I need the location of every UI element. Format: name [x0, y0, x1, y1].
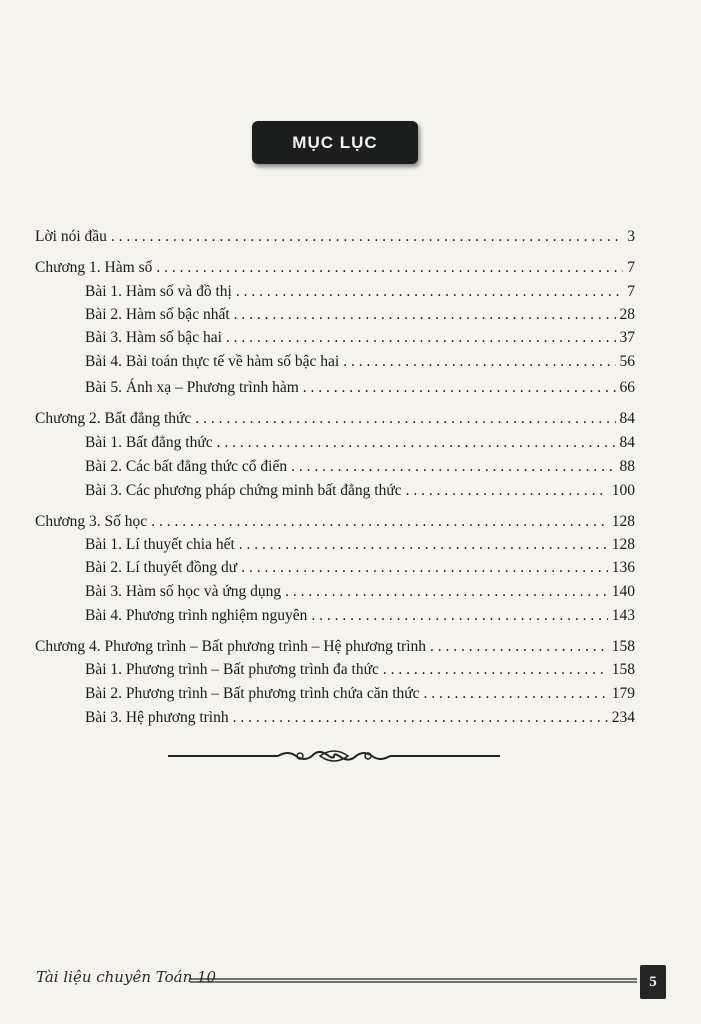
dot-leader	[285, 582, 608, 602]
toc-entry-label: Bài 3. Hàm số học và ứng dụng	[85, 583, 282, 600]
toc-entry-label: Bài 2. Lí thuyết đồng dư	[85, 559, 238, 576]
toc-entry-page: 158	[611, 661, 635, 678]
toc-lesson-entry	[85, 378, 635, 398]
toc-entry-label: Bài 5. Ánh xạ – Phương trình hàm	[85, 379, 299, 396]
toc-chapter-entry	[35, 227, 635, 247]
toc-lesson-entry	[85, 352, 635, 372]
footer-book-title: Tài liệu chuyên Toán 10	[36, 968, 217, 986]
toc-entry-page: 234	[611, 709, 635, 726]
toc-entry-label: Bài 2. Phương trình – Bất phương trình chứa căn thức	[85, 685, 420, 702]
dot-leader	[241, 558, 608, 578]
toc-entry-label: Bài 3. Hàm số bậc hai	[85, 329, 222, 346]
toc-entry-label: Bài 1. Lí thuyết chia hết	[85, 536, 235, 553]
toc-entry-page: 143	[611, 607, 635, 624]
dot-leader	[424, 684, 608, 704]
dot-leader	[226, 328, 616, 348]
toc-lesson-entry	[85, 606, 635, 626]
toc-entry-label: Bài 2. Các bất đẳng thức cổ điển	[85, 458, 288, 475]
dot-leader	[311, 606, 607, 626]
dot-leader	[291, 457, 615, 477]
toc-entry-page: 88	[619, 458, 635, 475]
page-title: MỤC LỤC	[292, 132, 378, 152]
toc-lesson-entry	[85, 582, 635, 602]
dot-leader	[430, 637, 608, 657]
toc-entry-label: Chương 1. Hàm số	[35, 259, 153, 276]
dot-leader	[111, 227, 623, 247]
toc-entry-page: 128	[611, 513, 635, 530]
footer-rule	[190, 976, 637, 986]
dot-leader	[303, 378, 616, 398]
toc-entry-page: 140	[611, 583, 635, 600]
dot-leader	[217, 433, 616, 453]
toc-entry-label: Bài 4. Bài toán thực tế về hàm số bậc hai	[85, 353, 340, 370]
toc-entry-page: 7	[627, 283, 635, 300]
toc-entry-page: 100	[611, 482, 635, 499]
toc-entry-label: Chương 2. Bất đẳng thức	[35, 410, 192, 427]
toc-entry-label: Bài 3. Các phương pháp chứng minh bất đẳng thức	[85, 482, 402, 499]
toc-entry-page: 179	[611, 685, 635, 702]
toc-entry-label: Lời nói đầu	[35, 228, 107, 245]
toc-lesson-entry	[85, 481, 635, 501]
toc-entry-label: Bài 2. Hàm số bậc nhất	[85, 306, 230, 323]
dot-leader	[343, 352, 615, 372]
toc-entry-page: 84	[619, 410, 635, 427]
toc-lesson-entry	[85, 433, 635, 453]
toc-lesson-entry	[85, 305, 635, 325]
toc-entry-page: 158	[611, 638, 635, 655]
toc-entry-label: Chương 4. Phương trình – Bất phương trình – Hệ phương trình	[35, 638, 427, 655]
toc-entry-page: 37	[619, 329, 635, 346]
toc-lesson-entry	[85, 660, 635, 680]
toc-entry-page: 3	[627, 228, 635, 245]
toc-entry-label: Chương 3. Số học	[35, 513, 148, 530]
toc-title-box	[252, 121, 418, 164]
toc-lesson-entry	[85, 457, 635, 477]
toc-entry-page: 66	[619, 379, 635, 396]
toc-lesson-entry	[85, 328, 635, 348]
toc-lesson-entry	[85, 535, 635, 555]
dot-leader	[156, 258, 623, 278]
toc-entry-label: Bài 3. Hệ phương trình	[85, 709, 229, 726]
page-number-badge	[640, 965, 666, 999]
toc-lesson-entry	[85, 282, 635, 302]
toc-chapter-entry	[35, 512, 635, 532]
toc-chapter-entry	[35, 258, 635, 278]
dot-leader	[151, 512, 608, 532]
toc-entry-page: 128	[611, 536, 635, 553]
dot-leader	[406, 481, 608, 501]
toc-entry-label: Bài 1. Hàm số và đồ thị	[85, 283, 232, 300]
divider-ornament-icon	[168, 744, 500, 768]
dot-leader	[233, 708, 608, 728]
dot-leader	[234, 305, 616, 325]
toc-entry-page: 28	[619, 306, 635, 323]
dot-leader	[195, 409, 615, 429]
toc-lesson-entry	[85, 684, 635, 704]
toc-chapter-entry	[35, 409, 635, 429]
toc-entry-label: Bài 4. Phương trình nghiệm nguyên	[85, 607, 308, 624]
dot-leader	[236, 282, 623, 302]
toc-entry-label: Bài 1. Phương trình – Bất phương trình đa thức	[85, 661, 379, 678]
toc-chapter-entry	[35, 637, 635, 657]
page-number: 5	[649, 973, 657, 990]
toc-lesson-entry	[85, 708, 635, 728]
toc-entry-page: 136	[611, 559, 635, 576]
dot-leader	[383, 660, 608, 680]
toc-entry-page: 56	[619, 353, 635, 370]
toc-entry-page: 84	[619, 434, 635, 451]
toc-lesson-entry	[85, 558, 635, 578]
toc-entry-page: 7	[627, 259, 635, 276]
toc-entry-label: Bài 1. Bất đẳng thức	[85, 434, 213, 451]
dot-leader	[239, 535, 608, 555]
